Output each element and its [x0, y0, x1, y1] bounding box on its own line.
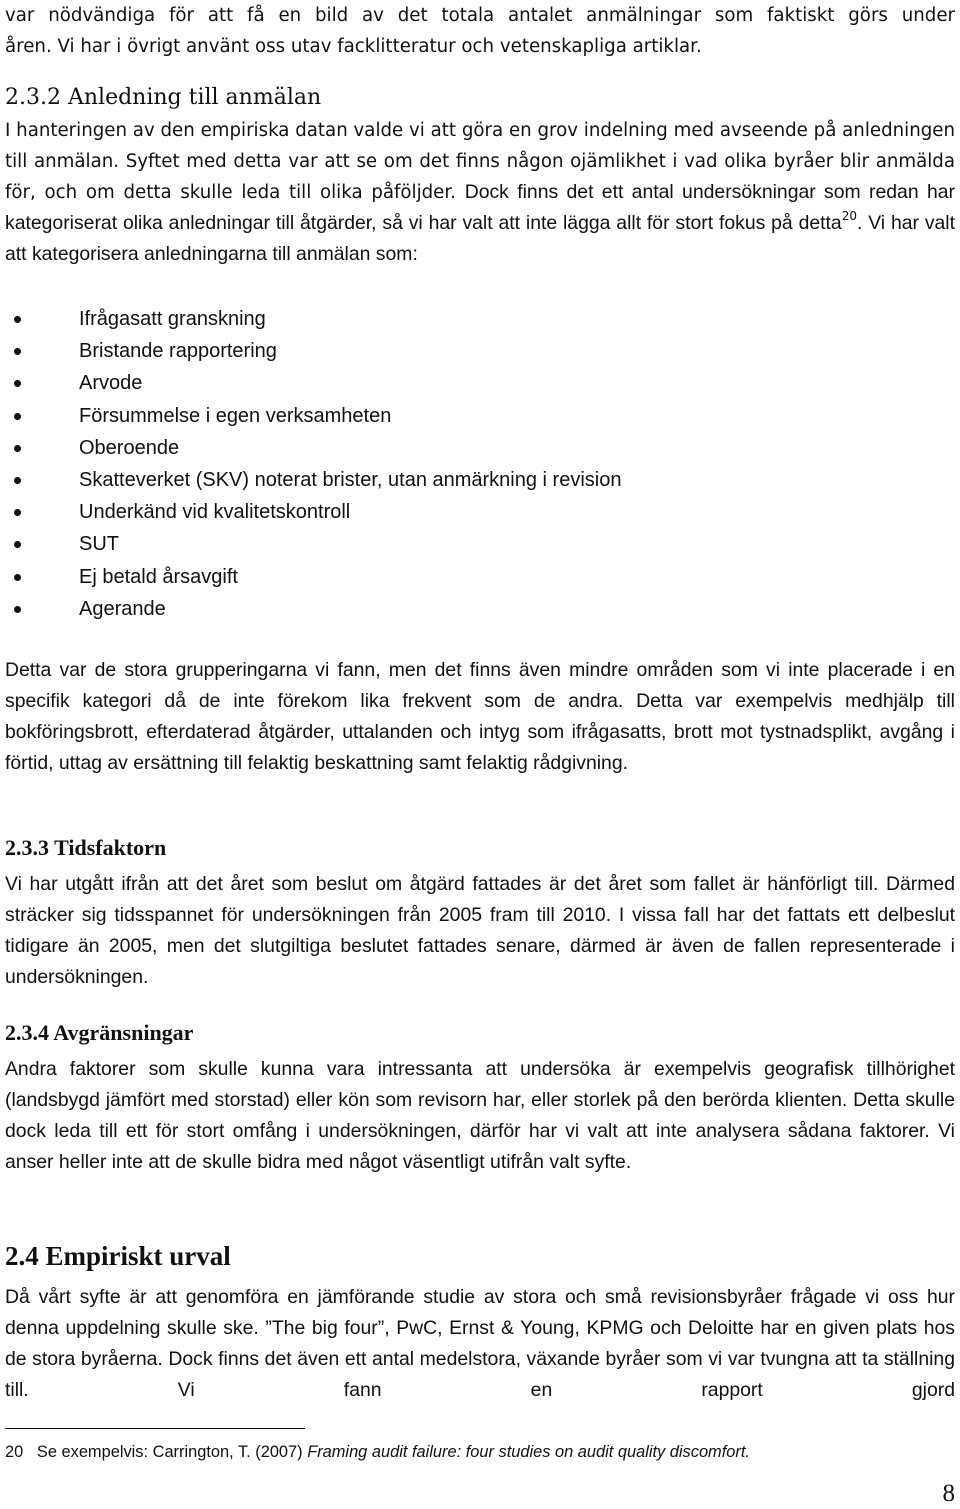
list-item: Bristande rapportering — [5, 335, 955, 367]
heading-2-3-3: 2.3.3 Tidsfaktorn — [5, 835, 167, 860]
page-number: 8 — [942, 1480, 955, 1507]
intro-paragraph — [5, 0, 955, 62]
heading-2-3-4: 2.3.4 Avgränsningar — [5, 1020, 194, 1045]
footnote-20 — [5, 1441, 750, 1463]
bullet-icon — [14, 509, 21, 516]
section-2-3-3 — [5, 833, 955, 993]
list-item: Agerande — [5, 593, 955, 625]
para-2-3-2-b: Syftet med detta var att se om det finns någon ojämlikhet i vad olika byråer blir anmälda för, och om detta skulle leda till olika påföljder. — [5, 151, 955, 203]
section-2-3-4 — [5, 1018, 955, 1178]
bullet-icon — [14, 477, 21, 484]
bullet-icon — [14, 380, 21, 387]
para-2-3-2-a: I hanteringen av den empiriska datan valde vi att göra en grov indelning med avseende på anledningen till anmälan. — [5, 120, 955, 172]
list-item: Oberoende — [5, 432, 955, 464]
paragraph-2-4: Då vårt syfte är att genomföra en jämförande studie av stora och små revisionsbyråer frågade vi oss hur denna uppdelning skulle ske. ”The big four”, PwC, Ernst & Young, KPMG och Deloitte har en given plats hos de stora byråerna. Dock finns det även ett antal medelstora, växande byråer som vi var tvungna att ta ställning till. Vi fann en rapport gjord — [5, 1286, 955, 1401]
list-item: Ej betald årsavgift — [5, 561, 955, 593]
section-2-4 — [5, 1238, 955, 1406]
intro-line-2: åren. Vi har i övrigt använt oss utav facklitteratur och vetenskapliga artiklar. — [5, 36, 702, 57]
bullet-icon — [14, 606, 21, 613]
list-item: Arvode — [5, 367, 955, 399]
paragraph-2-3-2 — [5, 115, 955, 270]
heading-2-3-2: 2.3.2 Anledning till anmälan — [5, 85, 322, 110]
reason-category-list — [5, 303, 955, 625]
list-item: Ifrågasatt granskning — [5, 303, 955, 335]
bullet-icon — [14, 316, 21, 323]
list-item: Skatteverket (SKV) noterat brister, utan anmärkning i revision — [5, 464, 955, 496]
paragraph-2-3-2-closing: Detta var de stora grupperingarna vi fann, men det finns även mindre områden som vi inte placerade i en specifik kategori då de inte förekom lika frekvent som de andra. Detta var exempelvis medhjälp till bokföringsbrott, efterdaterad åtgärder, uttalanden och intyg som ifrågasatts, brott mot tystnadsplikt, avgång i förtid, uttag av ersättning till felaktig beskattning samt felaktig rådgivning. — [5, 659, 955, 774]
list-item: Försummelse i egen verksamheten — [5, 400, 955, 432]
bullet-icon — [14, 413, 21, 420]
footnote-title: Framing audit failure: four studies on audit quality discomfort. — [307, 1443, 750, 1461]
paragraph-2-3-3: Vi har utgått ifrån att det året som beslut om åtgärd fattades är det året som fallet är hänförligt till. Därmed sträcker sig tidsspannet för undersökningen från 2005 fram till 2010. I vissa fall har det fattats ett delbeslut tidigare än 2005, men det slutgiltiga beslutet fattades senare, därmed är även de fallen representerade i undersökningen. — [5, 873, 955, 988]
bullet-icon — [14, 445, 21, 452]
bullet-icon — [14, 574, 21, 581]
para-2-3-2-c: Dock finns det ett antal undersökningar som redan har kategoriserat olika anledningar till åtgärder, så vi har valt att inte lägga allt för stort fokus på detta — [5, 181, 955, 234]
intro-line-1: var nödvändiga för att få en bild av det totala antalet anmälningar som faktiskt görs under — [5, 5, 955, 26]
list-item: Underkänd vid kvalitetskontroll — [5, 496, 955, 528]
footnote-ref-20[interactable]: 20 — [841, 209, 857, 223]
paragraph-2-3-4: Andra faktorer som skulle kunna vara intressanta att undersöka är exempelvis geografisk tillhörighet (landsbygd jämfört med storstad) eller kön som revisorn har, eller storlek på den berörda klienten. Detta skulle dock leda till ett för stort omfång i undersökningen, därför har vi valt att inte analysera sådana faktorer. Vi anser heller inte att de skulle bidra med något väsentligt utifrån valt syfte. — [5, 1058, 955, 1173]
bullet-icon — [14, 348, 21, 355]
para-2-3-2-d: . Vi har valt att kategorisera anledningarna till anmälan som: — [5, 212, 956, 265]
list-item: SUT — [5, 528, 955, 560]
footnote-text: Se exempelvis: Carrington, T. (2007) — [36, 1443, 308, 1461]
footnote-divider — [5, 1428, 305, 1429]
footnote-number: 20 — [5, 1443, 24, 1461]
bullet-icon — [14, 541, 21, 548]
heading-2-4: 2.4 Empiriskt urval — [5, 1241, 231, 1271]
section-2-3-2 — [5, 83, 955, 270]
